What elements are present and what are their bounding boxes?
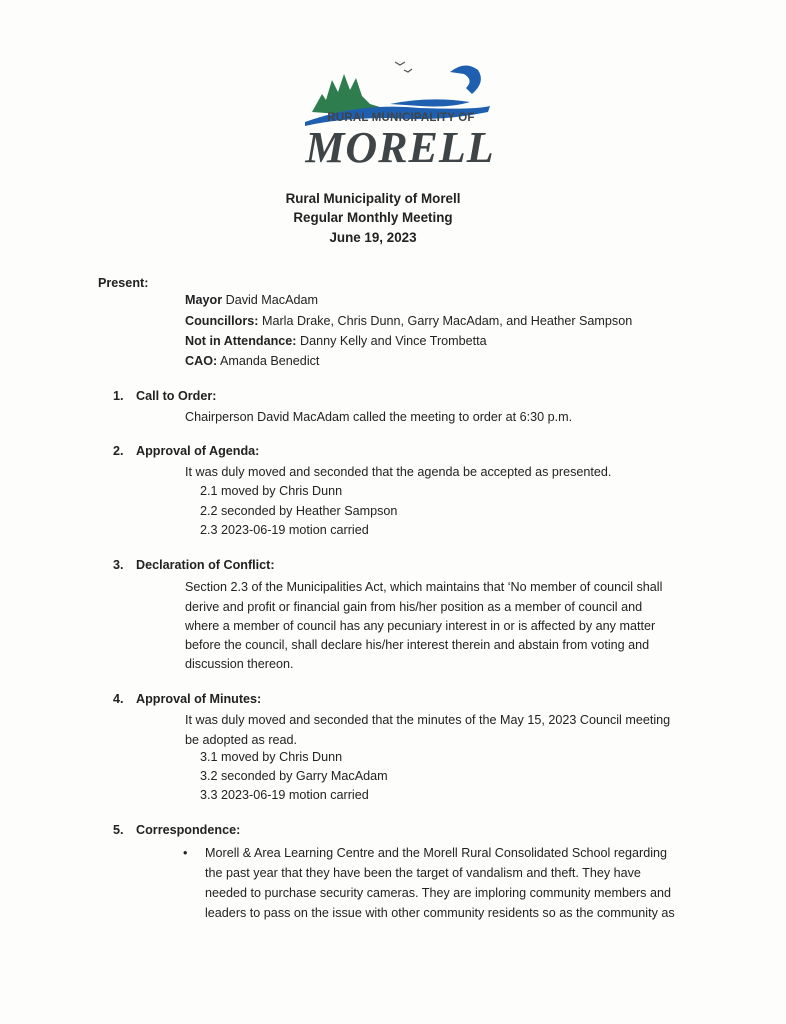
attendance-row	[185, 353, 319, 369]
bullet-line: the past year that they have been the target of vandalism and theft. They have	[205, 866, 641, 880]
motion-item: 2.2 seconded by Heather Sampson	[200, 504, 398, 518]
section-body-line: derive and profit or financial gain from his/her position as a member of council and	[185, 600, 643, 614]
attendance-row	[185, 313, 632, 329]
section-heading: Call to Order:	[136, 389, 217, 403]
section-heading: Approval of Minutes:	[136, 692, 262, 706]
bullet-line: needed to purchase security cameras. They are imploring community members and	[205, 886, 671, 900]
motion-item: 2.1 moved by Chris Dunn	[200, 484, 343, 498]
section-body-line: where a member of council has any pecuniary interest in or is affected by any matter	[185, 619, 656, 633]
section-number: 1.	[113, 389, 124, 403]
motion-item: 2.3 2023-06-19 motion carried	[200, 523, 369, 537]
section-body-line: Section 2.3 of the Municipalities Act, which maintains that ‘No member of council shall	[185, 580, 663, 594]
attendance-value: Amanda Benedict	[217, 354, 320, 368]
attendance-value: David MacAdam	[222, 293, 318, 307]
attendance-value: Danny Kelly and Vince Trombetta	[296, 334, 487, 348]
attendance-label: CAO:	[185, 354, 218, 368]
attendance-row	[185, 333, 487, 349]
bullet-icon: •	[183, 846, 188, 860]
attendance-value: Marla Drake, Chris Dunn, Garry MacAdam, and Heather Sampson	[258, 314, 633, 328]
motion-item: 3.3 2023-06-19 motion carried	[200, 788, 369, 802]
section-number: 4.	[113, 692, 124, 706]
attendance-label: Councillors:	[185, 314, 259, 328]
section-body-line: be adopted as read.	[185, 733, 298, 747]
section-body-line: It was duly moved and seconded that the minutes of the May 15, 2023 Council meeting	[185, 713, 671, 727]
bullet-line: leaders to pass on the issue with other community residents so as the community as	[205, 906, 675, 920]
attendance-row	[185, 292, 318, 308]
section-number: 2.	[113, 444, 124, 458]
document-title: Rural Municipality of Morell	[285, 191, 461, 206]
section-body-line: Chairperson David MacAdam called the meeting to order at 6:30 p.m.	[185, 410, 573, 424]
motion-item: 3.2 seconded by Garry MacAdam	[200, 769, 388, 783]
attendance-label: Not in Attendance:	[185, 334, 297, 348]
logo-text-line1: RURAL MUNICIPALITY OF	[327, 112, 475, 124]
motion-item: 3.1 moved by Chris Dunn	[200, 750, 343, 764]
section-number: 5.	[113, 823, 124, 837]
section-heading: Correspondence:	[136, 823, 241, 837]
section-number: 3.	[113, 558, 124, 572]
document-subtitle: Regular Monthly Meeting	[293, 210, 453, 225]
section-heading: Declaration of Conflict:	[136, 558, 275, 572]
meeting-date: June 19, 2023	[329, 230, 417, 245]
section-body-line: before the council, shall declare his/her interest therein and abstain from voting and	[185, 638, 650, 652]
bullet-line: Morell & Area Learning Centre and the Morell Rural Consolidated School regarding	[205, 846, 668, 860]
section-body-line: It was duly moved and seconded that the agenda be accepted as presented.	[185, 465, 612, 479]
logo-text-line2: MORELL	[305, 123, 495, 172]
present-label: Present:	[98, 276, 149, 290]
section-heading: Approval of Agenda:	[136, 444, 260, 458]
section-body-line: discussion thereon.	[185, 657, 294, 671]
attendance-label: Mayor	[185, 293, 223, 307]
